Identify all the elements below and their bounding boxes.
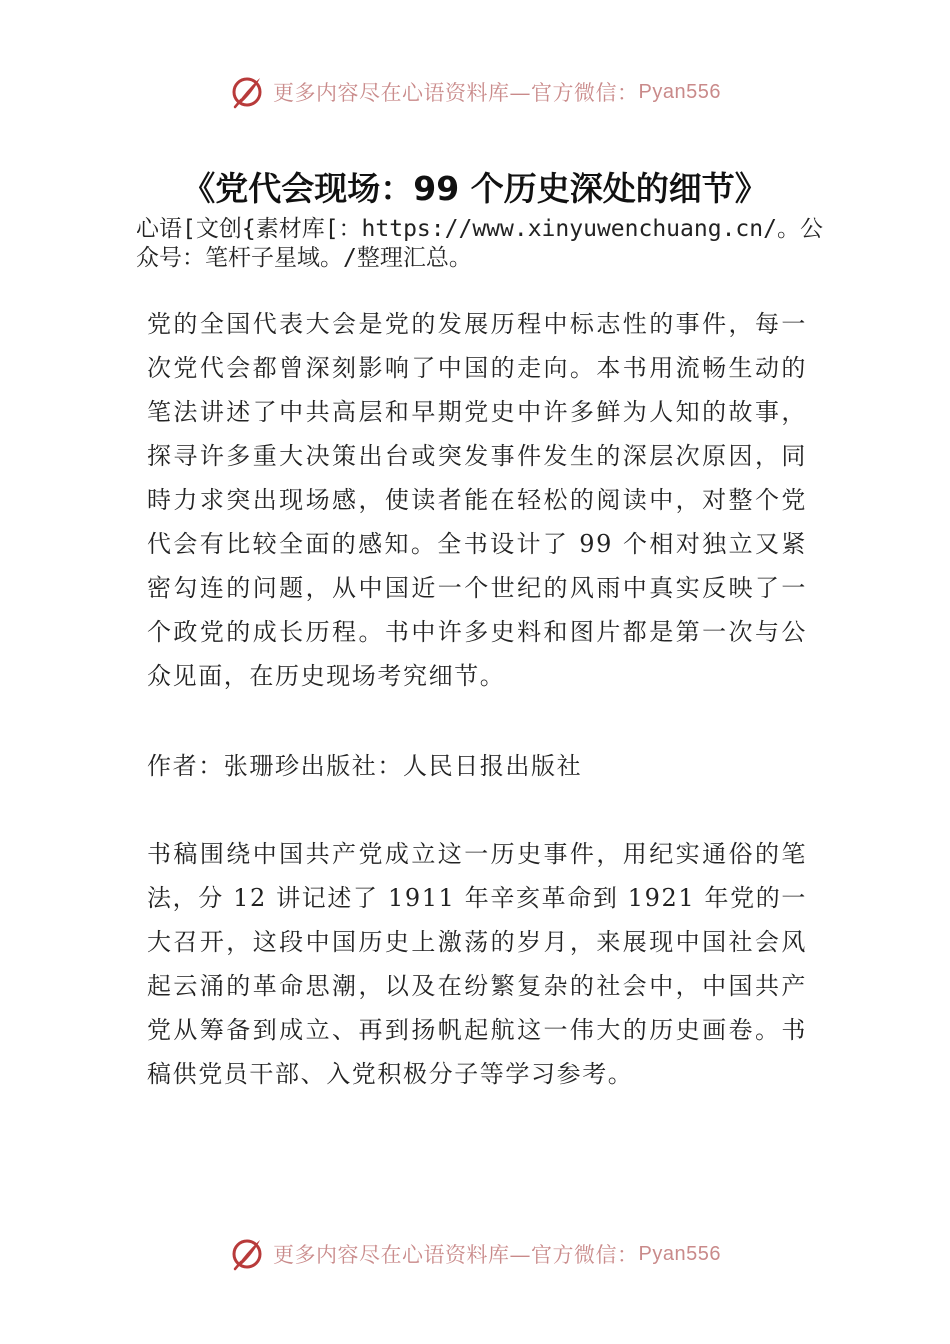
banner-text: 更多内容尽在心语资料库—官方微信：	[273, 81, 639, 105]
feather-pen-logo-icon	[229, 1236, 265, 1272]
wechat-id: Pyan556	[638, 1242, 721, 1265]
footer-banner	[0, 1234, 950, 1274]
author-publisher-line: 作者：张珊珍出版社：人民日报出版社	[147, 752, 583, 780]
header-banner	[0, 72, 950, 112]
banner-text: 更多内容尽在心语资料库—官方微信：	[273, 1243, 639, 1267]
wechat-id: Pyan556	[638, 80, 721, 103]
document-title: 《党代会现场：99 个历史深处的细节》	[182, 169, 768, 208]
feather-pen-logo-icon	[229, 74, 265, 110]
source-note: 心语[文创{素材库[：https://www.xinyuwenchuang.cn/。公众号：笔杆子星域。/整理汇总。	[136, 216, 823, 271]
intro-paragraph: 党的全国代表大会是党的发展历程中标志性的事件，每一次党代会都曾深刻影响了中国的走向。本书用流畅生动的笔法讲述了中共高层和早期党史中许多鲜为人知的故事，探寻许多重大决策出台或突发事件发生的深层次原因，同時力求突出现场感，使读者能在轻松的阅读中，对整个党代会有比较全面的感知。全书设计了 99 个相对独立又紧密勾连的问题，从中国近一个世纪的风雨中真实反映了一个政党的成长历程。书中许多史料和图片都是第一次与公众见面，在历史现场考究细节。	[147, 310, 807, 690]
summary-paragraph: 书稿围绕中国共产党成立这一历史事件，用纪实通俗的笔法，分 12 讲记述了 1911 年辛亥革命到 1921 年党的一大召开，这段中国历史上激荡的岁月，来展现中国社会风起云涌的革命思潮，以及在纷繁复杂的社会中，中国共产党从筹备到成立、再到扬帆起航这一伟大的历史画卷。书稿供党员干部、入党积极分子等学习参考。	[147, 840, 807, 1088]
